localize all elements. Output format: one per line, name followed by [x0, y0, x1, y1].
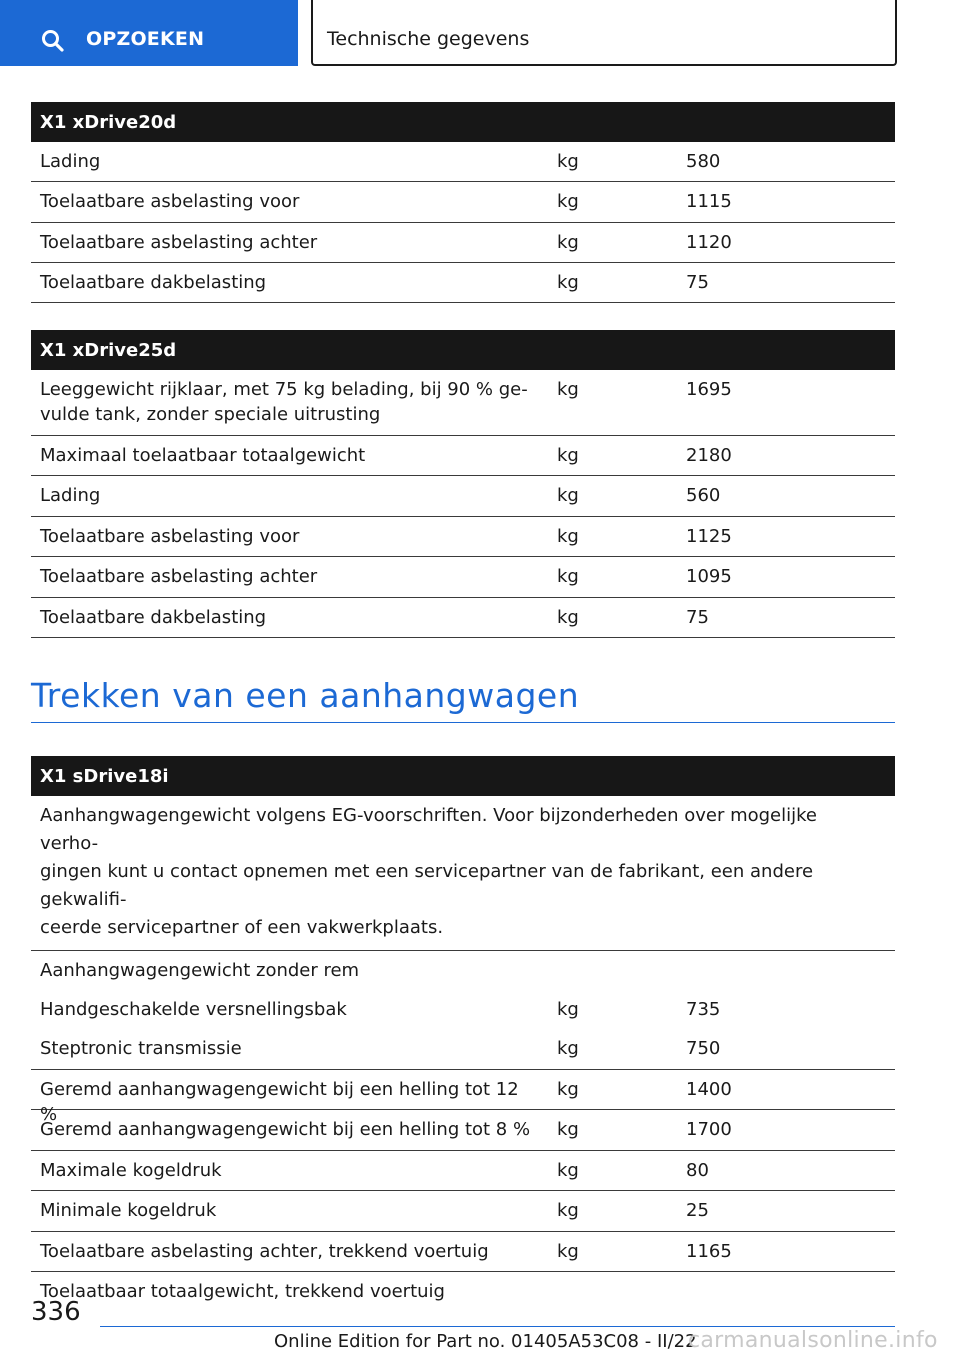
row-value: 1120 [686, 232, 732, 253]
table-row [31, 1029, 895, 1070]
row-label: Geremd aanhangwagengewicht bij een helling tot 12 % [40, 1079, 519, 1125]
table-row [31, 436, 895, 476]
footer-divider [100, 1326, 895, 1327]
table-row [31, 476, 895, 517]
row-unit: kg [557, 1119, 579, 1140]
section-tab-title: Technische gegevens [327, 28, 530, 50]
row-unit: kg [557, 151, 579, 172]
row-label: Toelaatbare dakbelasting [40, 607, 267, 628]
page-number: 336 [31, 1297, 81, 1327]
row-label: Lading [40, 485, 101, 506]
row-value: 750 [686, 1038, 721, 1059]
section-tab[interactable] [311, 0, 897, 66]
row-unit: kg [557, 232, 579, 253]
row-value: 1700 [686, 1119, 732, 1140]
table-row [31, 263, 895, 303]
table-row [31, 223, 895, 263]
table-row [31, 1232, 895, 1272]
top-bar [0, 0, 960, 66]
table-row [31, 1110, 895, 1151]
table-row [31, 1191, 895, 1232]
row-value: 1400 [686, 1079, 732, 1100]
table-row [31, 951, 895, 990]
row-unit: kg [557, 999, 579, 1020]
row-label: Toelaatbare asbelasting achter [40, 566, 318, 587]
row-unit: kg [557, 1200, 579, 1221]
row-value: 1165 [686, 1241, 732, 1262]
row-unit: kg [557, 485, 579, 506]
row-value: 75 [686, 272, 709, 293]
row-label: Leeggewicht rijklaar, met 75 kg belading, bij 90 % ge- vulde tank, zonder speciale uitrusting [40, 379, 528, 425]
row-label: Handgeschakelde versnellingsbak [40, 999, 347, 1020]
table-row [31, 142, 895, 182]
row-label: Minimale kogeldruk [40, 1200, 217, 1221]
row-unit: kg [557, 191, 579, 212]
row-value: 75 [686, 607, 709, 628]
table-row [31, 557, 895, 598]
search-button[interactable] [0, 0, 298, 66]
watermark: carmanualsonline.info [688, 1328, 938, 1353]
table-note: Aanhangwagengewicht volgens EG-voorschriften. Voor bijzonderheden over mogelijke verho- gingen kunt u contact opnemen met een servicepartner van de fabrikant, een andere gekwalifi- ceerde servicepartner of een vakwerkplaats. [31, 796, 895, 951]
row-label: Toelaatbare dakbelasting [40, 272, 267, 293]
row-label: Maximale kogeldruk [40, 1160, 222, 1181]
row-value: 1095 [686, 566, 732, 587]
row-label: Geremd aanhangwagengewicht bij een helling tot 8 % [40, 1119, 531, 1140]
row-unit: kg [557, 1160, 579, 1181]
table-header: X1 xDrive25d [31, 330, 895, 370]
row-unit: kg [557, 1079, 579, 1100]
row-label: Toelaatbare asbelasting achter [40, 232, 318, 253]
row-value: 80 [686, 1160, 709, 1181]
row-unit: kg [557, 1038, 579, 1059]
row-value: 735 [686, 999, 721, 1020]
spec-table-xdrive25d [31, 330, 895, 638]
row-label: Toelaatbare asbelasting achter, trekkend voertuig [40, 1241, 489, 1262]
spec-table-sdrive18i [31, 756, 895, 1312]
row-value: 2180 [686, 445, 732, 466]
table-row [31, 1070, 895, 1125]
table-header: X1 sDrive18i [31, 756, 895, 796]
table-row [31, 517, 895, 557]
section-heading: Trekken van een aanhangwagen [31, 676, 895, 723]
row-value: 25 [686, 1200, 709, 1221]
search-icon [41, 29, 65, 53]
table-header: X1 xDrive20d [31, 102, 895, 142]
row-unit: kg [557, 379, 579, 400]
row-value: 560 [686, 485, 721, 506]
table-row [31, 370, 895, 436]
table-row [31, 182, 895, 223]
table-row [31, 1272, 895, 1312]
row-unit: kg [557, 566, 579, 587]
row-unit: kg [557, 272, 579, 293]
row-value: 1115 [686, 191, 732, 212]
search-button-label: OPZOEKEN [86, 28, 205, 50]
row-value: 1695 [686, 379, 732, 400]
row-label: Toelaatbare asbelasting voor [40, 191, 300, 212]
edition-info: Online Edition for Part no. 01405A53C08 - II/22 [274, 1331, 697, 1352]
row-label: Lading [40, 151, 101, 172]
row-unit: kg [557, 526, 579, 547]
row-label: Toelaatbare asbelasting voor [40, 526, 300, 547]
row-value: 580 [686, 151, 721, 172]
row-label: Toelaatbaar totaalgewicht, trekkend voertuig [40, 1281, 445, 1302]
table-row [31, 990, 895, 1029]
row-unit: kg [557, 607, 579, 628]
row-label: Aanhangwagengewicht zonder rem [40, 960, 360, 981]
row-label: Maximaal toelaatbaar totaalgewicht [40, 445, 366, 466]
row-unit: kg [557, 1241, 579, 1262]
table-row [31, 598, 895, 638]
row-value: 1125 [686, 526, 732, 547]
table-row [31, 1151, 895, 1191]
row-unit: kg [557, 445, 579, 466]
row-label: Steptronic transmissie [40, 1038, 242, 1059]
spec-table-xdrive20d [31, 102, 895, 303]
